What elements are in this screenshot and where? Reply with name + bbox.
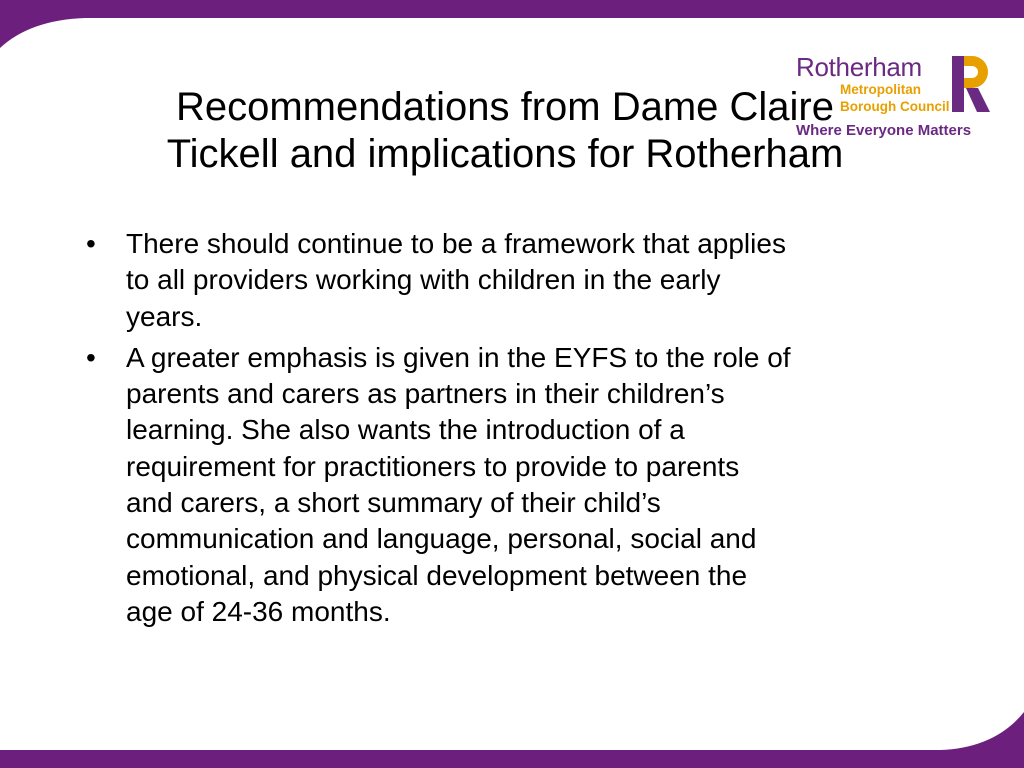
bullet-item-eyfs-emphasis bbox=[86, 340, 946, 630]
bullet-line: emotional, and physical development between the bbox=[126, 559, 748, 591]
bullet-line: A greater emphasis is given in the EYFS to the role of bbox=[126, 341, 791, 373]
top-band-shape bbox=[0, 0, 1024, 48]
bottom-band-shape bbox=[0, 712, 1024, 768]
bullet-line: parents and carers as partners in their children’s bbox=[126, 378, 725, 410]
rotherham-r-mark-icon bbox=[950, 54, 992, 114]
bullet-list bbox=[86, 226, 946, 635]
logo-line-1: Metropolitan bbox=[840, 82, 921, 97]
bullet-line: There should continue to be a framework that applies bbox=[126, 228, 786, 259]
bullet-line: and carers, a short summary of their child’s bbox=[126, 487, 661, 519]
bullet-line: to all providers working with children in the early bbox=[126, 264, 721, 296]
logo-name: Rotherham bbox=[796, 52, 922, 82]
bullet-line: requirement for practitioners to provide to parents bbox=[126, 450, 740, 482]
bullet-line: age of 24-36 months. bbox=[126, 595, 391, 627]
slide-title-line-1: Recommendations from Dame Claire bbox=[175, 85, 834, 129]
bullet-line: communication and language, personal, social and bbox=[126, 523, 757, 555]
slide-title-line-2: Tickell and implications for Rotherham bbox=[166, 132, 844, 176]
bottom-decorative-band bbox=[0, 688, 1024, 768]
logo-line-2: Borough Council bbox=[840, 99, 950, 114]
bullet-line: years. bbox=[126, 300, 203, 332]
logo-tagline: Where Everyone Matters bbox=[796, 122, 972, 139]
slide-title bbox=[100, 84, 910, 178]
bullet-icon: • bbox=[86, 228, 96, 259]
bullet-line: learning. She also wants the introduction of a bbox=[126, 414, 685, 446]
bullet-icon: • bbox=[86, 341, 96, 373]
bullet-item-framework bbox=[86, 226, 946, 335]
